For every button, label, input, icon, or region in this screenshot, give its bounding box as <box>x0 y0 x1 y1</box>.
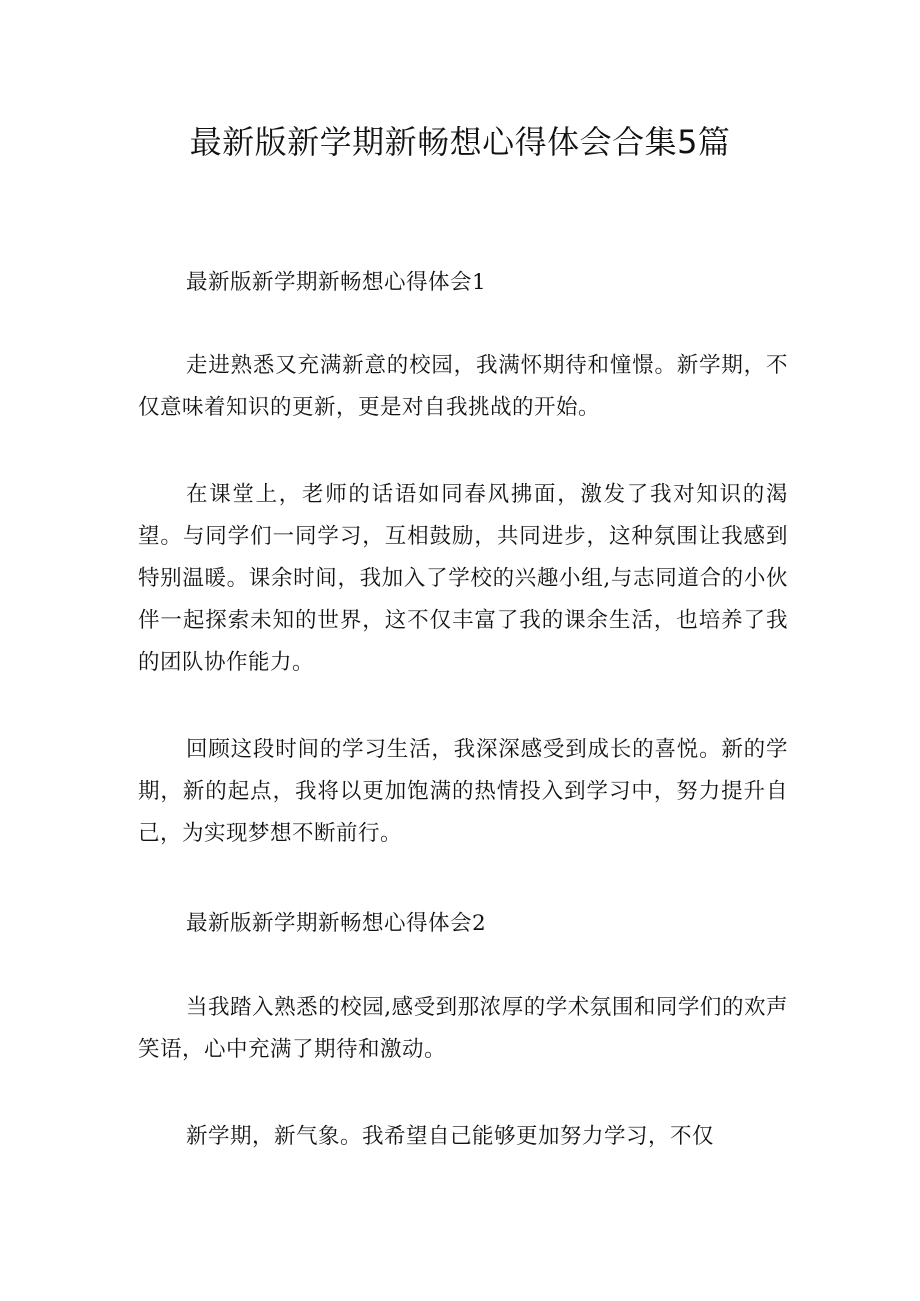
section-heading-1: 最新版新学期新畅想心得体会1 <box>186 270 487 295</box>
paragraph: 在课堂上，老师的话语如同春风拂面，激发了我对知识的渴望。与同学们一同学习，互相鼓励，共同进步，这种氛围让我感到特别温暖。课余时间，我加入了学校的兴趣小组,与志同道合的小伙伴一起探索未知的世界，这不仅丰富了我的课余生活，也培养了我的团队协作能力。 <box>138 482 788 675</box>
section-heading-2: 最新版新学期新畅想心得体会2 <box>186 911 487 936</box>
paragraph: 当我踏入熟悉的校园,感受到那浓厚的学术氛围和同学们的欢声笑语，心中充满了期待和激动。 <box>138 995 788 1062</box>
document-title: 最新版新学期新畅想心得体会合集5篇 <box>189 123 731 161</box>
paragraph: 新学期，新气象。我希望自己能够更加努力学习，不仅 <box>186 1124 715 1149</box>
paragraph: 走进熟悉又充满新意的校园，我满怀期待和憧憬。新学期，不仅意味着知识的更新，更是对自我挑战的开始。 <box>138 353 788 420</box>
paragraph: 回顾这段时间的学习生活，我深深感受到成长的喜悦。新的学期，新的起点，我将以更加饱满的热情投入到学习中，努力提升自己，为实现梦想不断前行。 <box>138 737 788 846</box>
